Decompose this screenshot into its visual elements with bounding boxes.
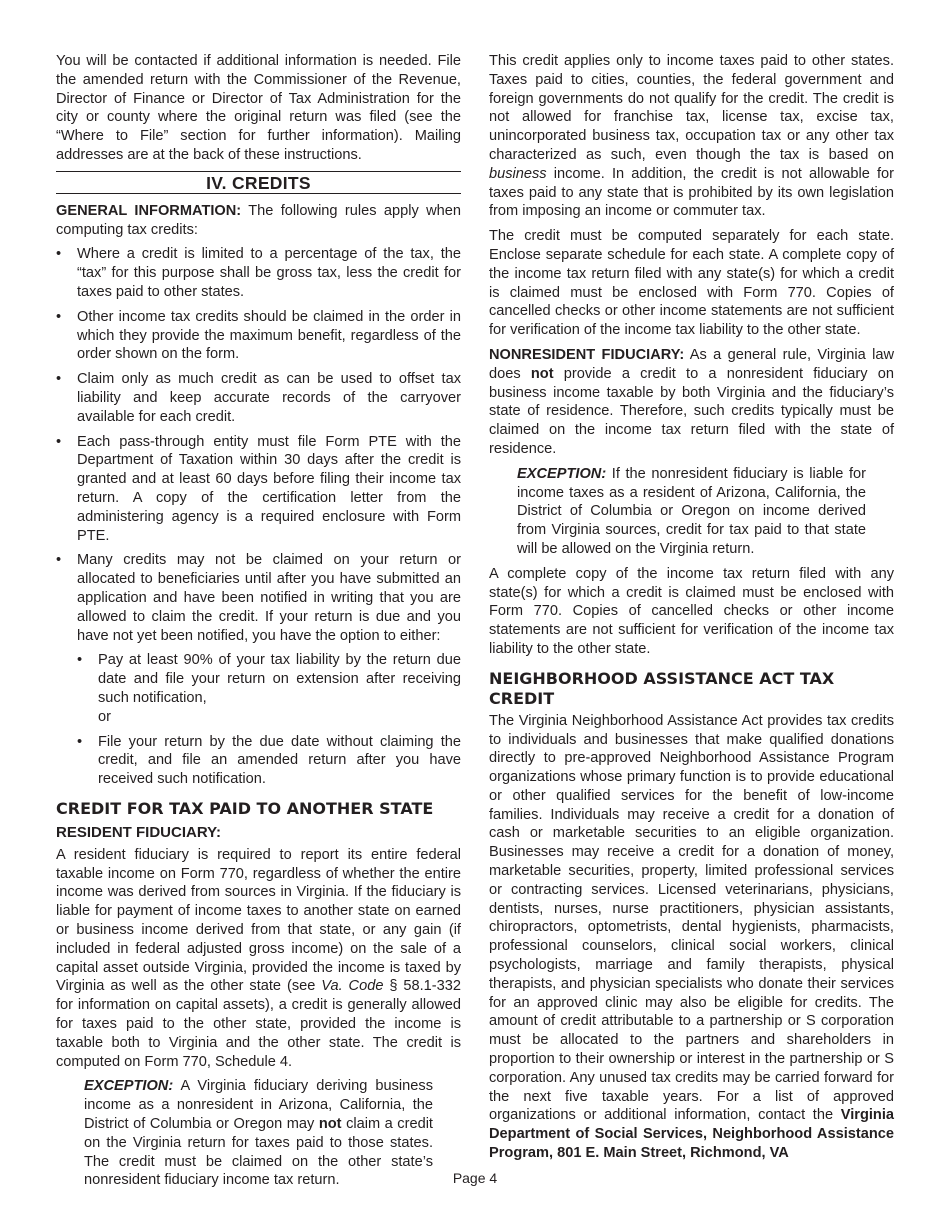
compute-separately-paragraph: The credit must be computed separately for each state. Enclose separate schedule for each state. A complete copy of the income tax return filed with any state(s) for which a credit is claimed must be enclosed with Form 770. Copies of cancelled checks or other income statements are not sufficient for verification of the income tax liability to the other state. [489, 228, 894, 339]
list-item: • Each pass-through entity must file Form PTE with the Department of Taxation within 30 days after the credit is granted and at least 60 days before filing their income tax return. A copy of the certification letter from the administering agency is a required enclosure with Form PTE. [56, 433, 461, 544]
bullet-icon: • [77, 652, 83, 669]
resident-fiduciary-paragraph: A resident fiduciary is required to report its entire federal taxable income on Form 770, regardless of whether the entire income was derived from sources in Virginia. If the fiduciary is liable for payment of income taxes to another state on earned or business income derived from that state, or any gain (if included in federal adjusted gross income) on the sale of a capital asset outside Virginia, provided the income is taxed by Virginia as well as the other state (see Va. Code § 58.1-332 for information on capital assets), a credit is generally allowed for taxes paid to the other state, provided the income is taxable both to Virginia and the other state. The credit is computed on Form 770, Schedule 4. [56, 846, 461, 1070]
bullet-icon: • [56, 308, 62, 325]
list-item: • Where a credit is limited to a percentage of the tax, the “tax” for this purpose shall be gross tax, less the credit for taxes paid to other states. [56, 246, 461, 300]
or-separator: or [98, 708, 111, 725]
complete-copy-paragraph: A complete copy of the income tax return filed with any state(s) for which a credit is claimed must be enclosed with Form 770. Copies of cancelled checks or other income statements are not sufficient for verification of the income tax liability to the other state. [489, 565, 894, 657]
neighborhood-assistance-heading: NEIGHBORHOOD ASSISTANCE ACT TAX CREDIT [489, 668, 835, 708]
list-item: • Many credits may not be claimed on your return or allocated to beneficiaries until after you have submitted an application and have been notified in writing that you are allowed to claim the credit. If your return is due and you have not yet been notified, you have the option to either: [56, 552, 461, 644]
neighborhood-assistance-paragraph: The Virginia Neighborhood Assistance Act provides tax credits to individuals and businesses that make qualified donations directly to pre-approved Neighborhood Assistance Program organizations whose primary function is to provide educational or other qualified services for the benefit of low-income families. Individuals may receive a credit for a donation of cash or marketable securities to an eligible organization. Businesses may receive a credit for a donation of money, marketable securities, property, limited professional services or contracting services. Licensed veterinarians, physicians, dentists, nurses, nurse practitioners, physician assistants, chiropractors, optometrists, dental hygienists, pharmacists, professional counselors, clinical social workers, clinical psychologists, marriage and family therapists, physical therapists, and physician specialists who donate their services for an approved clinic may also be eligible for credits. The amount of credit attributable to a partnership or S corporation must be allocated to the partners and shareholders in proportion to their ownership or interest in the partnership or S corporation. Any unused tax credits may be carried forward for the next five taxable years. For a list of approved organizations or additional information, contact the Virginia Department of Social Services, Neighborhood Assistance Program, 801 E. Main Street, Richmond, VA [489, 712, 894, 1162]
resident-fiduciary-heading: RESIDENT FIDUCIARY: [56, 823, 221, 841]
general-information-paragraph [56, 202, 461, 240]
intro-paragraph: You will be contacted if additional information is needed. File the amended return with the Commissioner of the Revenue, Director of Finance or Director of Tax Administration for the city or county where the original return was filed (see the “Where to File” section for further information). Mailing addresses are at the back of these instructions. [56, 53, 461, 163]
credit-other-state-heading: CREDIT FOR TAX PAID TO ANOTHER STATE [56, 798, 434, 818]
resident-exception-paragraph: EXCEPTION: A Virginia fiduciary deriving business income as a nonresident in Arizona, California, the District of Columbia or Oregon may not claim a credit on the Virginia return for taxes paid to those states. The credit must be claimed on the other state’s nonresident fiduciary income tax return. [84, 1078, 433, 1189]
section-heading-credits: IV. CREDITS [56, 171, 461, 194]
bullet-icon: • [56, 552, 62, 569]
nonresident-fiduciary-label: NONRESIDENT FIDUCIARY: [489, 346, 685, 363]
exception-label: EXCEPTION: [517, 465, 607, 482]
left-column [56, 52, 461, 1196]
general-information-label: GENERAL INFORMATION: [56, 202, 242, 219]
page-number: Page 4 [452, 1170, 498, 1186]
contact-address: Virginia Department of Social Services, Neighborhood Assistance Program, 801 E. Main Street, Richmond, VA [489, 1107, 894, 1162]
exception-label: EXCEPTION: [84, 1078, 174, 1095]
credit-scope-paragraph: This credit applies only to income taxes paid to other states. Taxes paid to cities, counties, the federal government and foreign governments do not qualify for the credit. The credit is not allowed for franchise tax, license tax, excise tax, unincorporated business tax, occupation tax or any other tax characterized as such, even though the tax is based on business income. In addition, the credit is not allowable for taxes paid to any state that is prohibited by its own legislation from imposing an income or commuter tax. [489, 53, 894, 220]
option-sublist [56, 651, 461, 789]
list-item: • Claim only as much credit as can be used to offset tax liability and keep accurate records of the carryover available for each credit. [56, 371, 461, 425]
bullet-icon: • [77, 733, 83, 750]
list-item: • Pay at least 90% of your tax liability by the return due date and file your return on extension after receiving such notification, or [77, 652, 461, 725]
general-information-text: The following rules apply when computing tax credits: [56, 202, 461, 238]
right-column [489, 52, 894, 1169]
bullet-icon: • [56, 371, 62, 388]
nonresident-fiduciary-paragraph: NONRESIDENT FIDUCIARY: As a general rule, Virginia law does not provide a credit to a nonresident fiduciary on business income taxable by both Virginia and the fiduciary’s state of residence. Therefore, such credits typically must be claimed on the income tax return filed with the state of residence. [489, 346, 895, 457]
nonresident-exception-paragraph: EXCEPTION: If the nonresident fiduciary is liable for income taxes as a resident of Arizona, California, the District of Columbia or Oregon on income derived from Virginia sources, credit for tax paid to that state will be allowed on the Virginia return. [517, 465, 866, 557]
credit-rules-list [56, 245, 461, 645]
va-code-reference: Va. Code [321, 978, 384, 995]
bullet-icon: • [56, 433, 62, 450]
list-item: • Other income tax credits should be claimed in the order in which they provide the maximum benefit, regardless of the order shown on the form. [56, 308, 461, 363]
list-item: • File your return by the due date without claiming the credit, and file an amended return after you have received such notification. [77, 733, 461, 788]
bullet-icon: • [56, 246, 62, 263]
